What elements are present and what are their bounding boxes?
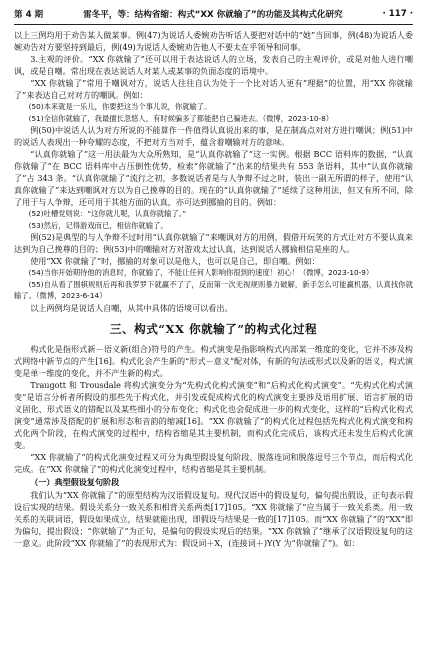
running-title: 雷冬平，等：结构省缩：构式“XX 你就输了”的功能及其构式化研究 xyxy=(83,10,343,20)
paragraph: 我们认为“XX 你就输了”的原型结构为汉语假设复句。现代汉语中的假设复句，偏句提出假设，正句表示假设后实现的结果。假设关系分一致关系和相背关系两类[17]105。“XX 你就输了”应当属于一致关系类。用一致关系的关联词语，假设如果成立，结果就能出现，即假设与结果是一致的[17]105。而“XX 你就输了”的“XX”即为偏句，提出假设；“你就输了”为正句，是偏句的假设实现后的结果。“XX 你就输了”继承了汉语假设复句的这一意义。此阶段“XX 你就输了”的表现形式为：假设词＋X，(连接词＋)Y(Y 为“你就输了”)。如： xyxy=(14,490,413,549)
example-sentence: (51)全信你就输了，我最擅长忽悠人，有时候骗多了都能把自己骗进去。（微博，2023-10-8） xyxy=(28,113,334,123)
paragraph: 使用“XX 你就输了”时，挪揄的对象可以是他人，也可以是自己，即自嘲。例如： xyxy=(30,256,320,267)
example-sentence: (55)自从看了围棋规则后再和我罗罗下就赢不了了，反而第一次无视规则暴力破解，新手怎么可能赢机器，认真找你就输了。（微博，2023-6-14） xyxy=(14,279,413,301)
example-sentence: (52)吐槽党则说：“这你就儿呢，认真你就输了。” xyxy=(28,209,187,219)
example-sentence: (53)然后，记得游戏而已，相信你就输了。 xyxy=(28,220,168,230)
paragraph: 例(50)中说话人认为对方所说的不能算作一件值得认真说出来的事，是在制高点对对方进行嘲讽；例(51)中的说话人表现出一种夸耀的态度，不把对方当对手，蕴含着嘲输对方的意味。 xyxy=(14,125,413,148)
example-sentence: (54)当你开始期待他的消息时，你就输了，不能让任何人影响你很到的速度！初心！（微博，2023-10-9） xyxy=(28,268,374,278)
paragraph: Traugott 和 Trousdale 将构式演变分为“先构式化构式演变”和“后构式化构式演变”。“先构式化构式演变”是语言分析者所假设的那些先于构式化，并引发或促成构式化的构式演变主要涉及语用扩展、语言扩展的语义固化、形式语义的错配以及某些细小的分布变化；构式化也会促成进一步的构式变化，这样的“后构式化构式演变”通常涉及搭配的扩展和形态和音韵的缩减[16]。“XX 你就输了”的构式化过程包括先构式化构式演变和构式化两个阶段，在构式演变的过程中，结构省缩是其主要机制，而构式化完成后，该构式还未发生后构式化演变。 xyxy=(14,379,413,451)
subsection-heading: （一）典型假设复句阶段 xyxy=(30,477,120,488)
paragraph: “XX 你就输了”的构式化演变过程又可分为典型假设复句阶段、脱落连词和脱落逗号三个节点，而后构式化完成。在“XX 你就输了”的构式化演变过程中，结构省缩是其主要机制。 xyxy=(14,452,413,475)
page-number: · 117 · xyxy=(382,9,413,19)
issue-label: 第 4 期 xyxy=(14,10,44,20)
example-sentence: (50)本来就是一乐儿，你要把这当个事儿说，你就输了。 xyxy=(28,102,212,112)
paragraph: 以上三例均用于劝告某人做某事。例(47)为说话人委婉劝告听话人要把对话中的“她”当回事，例(48)为说话人委婉劝告对方要坚持到最后，例(49)为说话人委婉劝告他人不要太在乎领导和同事。 xyxy=(14,30,413,53)
paragraph: 3.主观的评价。“XX 你就输了”还可以用于表达说话人的立场，发表自己的主观评价，或是对他人进行嘲讽，或是自嘲。常出现在表达说话人对某人或某事的负面态度的语境中。 xyxy=(14,54,413,77)
paper-page xyxy=(14,8,413,549)
paragraph: 构式化是指形式新－语义新(组合)符号的产生。构式演变是指影响构式内部某一维度的变化，它并不涉及构式网络中新节点的产生[16]。构式化会产生新的“形式－意义”配对体，有新的句法或形式以及新的语义，构式演变是单一维度的变化，并不产生新的构式。 xyxy=(14,343,413,378)
paragraph: 以上两例均是说话人自嘲，从其中具体的语境可以看出。 xyxy=(30,302,233,313)
article-body xyxy=(14,29,413,549)
paragraph: “认真你就输了”这一用法最为大众所熟知，是“认真你就输了”这一实例。根据 BCC 语料库的数据，“认真你就输了”在 BCC 语料库中占压倒性优势，检索“你就输了”出来的结果共有 553 条语料，其中“认真你就输了”占 343 条。“认真你就输了”流行之初，多数说话者是与人争辩不过之时，装出一副无所谓的样子，使用“认真你就输了”来达到嘲讽对方以为自己挽尊的目的。现在的“认真你就输了”延续了这种用法，但又有所不同，除了用于与人争辩，还可用于其他方面的认真，亦可达到挪揄的目的。例如： xyxy=(14,149,413,208)
section-heading: 三、构式“XX 你就输了”的构式化过程 xyxy=(109,321,318,336)
paragraph: “XX 你就输了”常用于嘲讽对方，说话人往往自认为处于一个比对话人更有“理据”的位置，用“XX 你就输了”来表达自己对对方的嘲讽。例如： xyxy=(14,78,413,101)
paragraph: 例(52)是典型的与人争辩不过时用“认真你就输了”来嘲讽对方的用例，假借开玩笑的方式让对方不要认真来达到为自己挽尊的目的；例(53)中的嘲输对方对游戏太过认真，达到说话人挪揄相信是座的人。 xyxy=(14,232,413,255)
running-header xyxy=(14,8,413,25)
